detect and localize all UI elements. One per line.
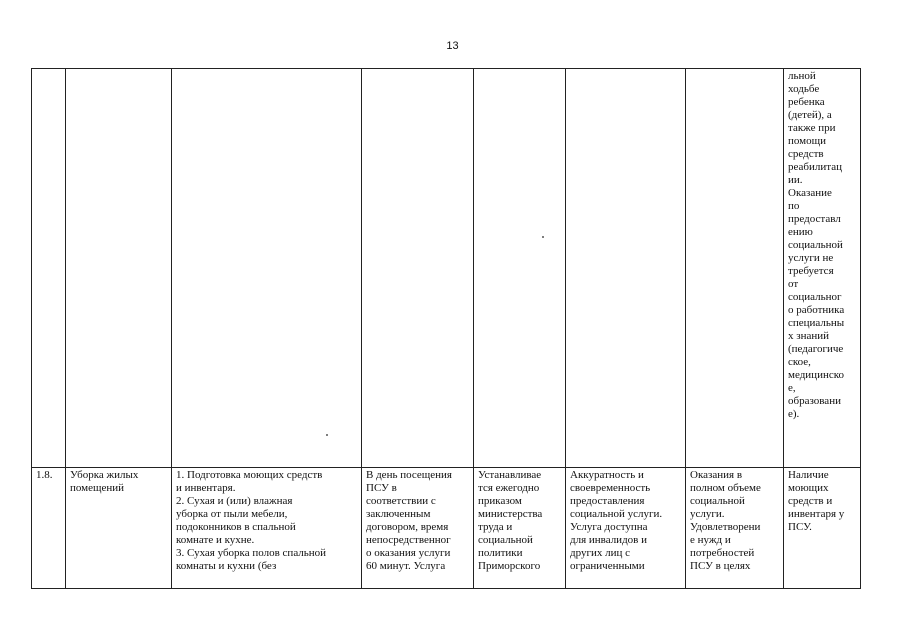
cell-description xyxy=(172,69,362,468)
cell-conditions: льной ходьбе ребенка (детей), а также при помощи средств реабилитац ии. Оказание по предоставл ению социальной услуги не требуется от социальног о работника специальны х знаний (педагогиче ское, медицинско е, образовани е). xyxy=(784,69,861,468)
cell-timing: В день посещения ПСУ в соответствии с заключенным договором, время непосредственног о оказания услуги 60 минут. Услуга xyxy=(362,468,474,589)
cell-description: 1. Подготовка моющих средств и инвентаря. 2. Сухая и (или) влажная уборка от пыли мебели, подоконников в спальной комнате и кухне. 3. Сухая уборка полов спальной комнаты и кухни (без xyxy=(172,468,362,589)
cell-evaluation xyxy=(686,69,784,468)
cell-quality: Аккуратность и своевременность предоставления социальной услуги. Услуга доступна для инвалидов и других лиц с ограниченными xyxy=(566,468,686,589)
service-table xyxy=(31,68,861,589)
scan-speck xyxy=(326,434,328,436)
cell-tariff: Устанавливае тся ежегодно приказом министерства труда и социальной политики Приморского xyxy=(474,468,566,589)
cell-service-name: Уборка жилых помещений xyxy=(66,468,172,589)
table-row xyxy=(32,468,861,589)
cell-number: 1.8. xyxy=(32,468,66,589)
page-number: 13 xyxy=(446,40,459,52)
cell-service-name xyxy=(66,69,172,468)
cell-tariff xyxy=(474,69,566,468)
cell-number xyxy=(32,69,66,468)
cell-conditions: Наличие моющих средств и инвентаря у ПСУ. xyxy=(784,468,861,589)
cell-timing xyxy=(362,69,474,468)
cell-quality xyxy=(566,69,686,468)
scan-speck xyxy=(542,236,544,238)
cell-evaluation: Оказания в полном объеме социальной услуги. Удовлетворени е нужд и потребностей ПСУ в целях xyxy=(686,468,784,589)
table-row xyxy=(32,69,861,468)
